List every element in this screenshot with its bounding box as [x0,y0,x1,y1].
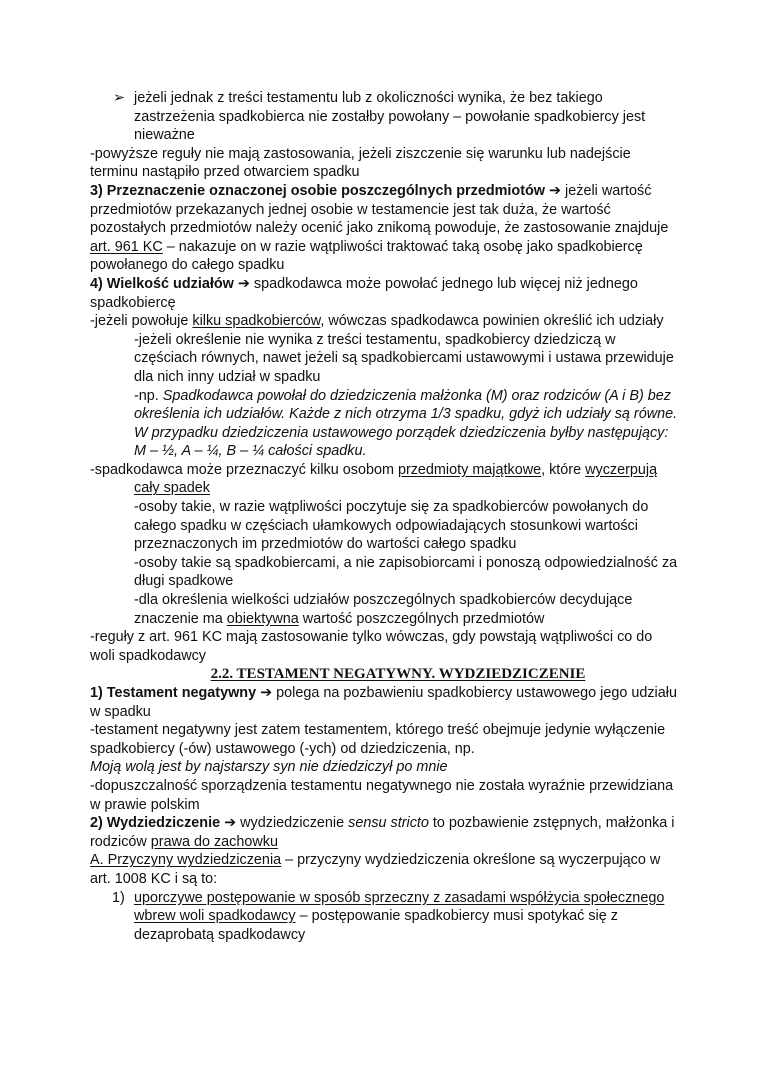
paragraph-liability: -osoby takie są spadkobiercami, a nie zapisobiorcami i ponoszą odpowiedzialność za długi spadkowe [134,554,678,590]
section-4-text: spadkodawca może powołać jednego lub więcej niż jednego spadkobiercę [90,275,638,311]
disinheritance-heading: 2) Wydziedziczenie [90,815,221,832]
item-number: 1) [112,889,125,906]
section-3-text-cont: – nakazuje on w razie wątpliwości traktować taką osobę jako spadkobiercę powołanego do całego spadku [90,238,643,274]
text-fragment: wartość poszczególnych przedmiotów [298,610,545,627]
text-fragment: -spadkodawca może przeznaczyć kilku osobom [90,461,398,478]
text-fragment: to pozbawienie zstępnych, małżonka i rodziców [90,815,675,850]
example-italic: Spadkodawca powołał do dziedziczenia małżonka (M) oraz rodziców (A i B) bez określenia ich udziałów. Każde z nich otrzyma 1/3 spadku, gdyż ich udziały są równe. W przypadku dziedziczenia ustawowego porządek dziedziczenia byłby następujący: M – ½, A – ¼, B – ¼ całości spadku. [134,387,678,460]
paragraph-negative-testament [90,684,680,721]
bullet-text: jeżeli jednak z treści testamentu lub z okoliczności wynika, że bez takiego zastrzeżenia spadkobierca nie zostałby powołany – powołanie spadkobiercy jest nieważne [134,90,646,144]
underlined-term: kilku spadkobierców [192,313,321,330]
document-page [90,89,680,944]
section-4-heading: 4) Wielkość udziałów [90,275,234,292]
text-fragment: , wówczas spadkodawca powinien określić ich udziały [320,313,664,330]
example-quote-italic: Moją wolą jest by najstarszy syn nie dziedziczył po mnie [90,759,448,776]
text-fragment: , które [541,461,586,478]
paragraph-example [90,387,680,461]
underlined-term: uporczywe postępowanie w sposób sprzeczny z zasadami współżycia społecznego wbrew woli spadkodawcy [134,889,665,925]
negative-testament-text: polega na pozbawieniu spadkobiercy ustawowego jego udziału w spadku [90,685,677,720]
arrow-bullet-icon: ➢ [113,90,126,106]
text-fragment: wydziedziczenie [236,815,349,832]
paragraph-fractional-parts: -osoby takie, w razie wątpliwości poczytuje się za spadkobierców powołanych do całego spadku w częściach ułamkowych odpowiadających stosunkowi wartości przeznaczonych im przedmiotów do wartości całego spadku [134,499,649,553]
bullet-paragraph [90,89,680,145]
paragraph-objective-value [90,591,680,628]
negative-testament-heading: 1) Testament negatywny [90,685,257,701]
section-heading: 2.2. TESTAMENT NEGATYWNY. WYDZIEDZICZENIE [210,666,586,683]
paragraph-several-heirs [90,312,680,331]
text-fragment: -jeżeli powołuje [90,313,193,330]
paragraph-negative-definition: -testament negatywny jest zatem testamentem, którego treść obejmuje jedynie wyłączenie spadkobiercy (-ów) ustawowego (-ych) od dziedziczenia, np. [90,722,666,757]
section-3-heading: 3) Przeznaczenie oznaczonej osobie poszczególnych przedmiotów [90,182,545,199]
paragraph-example-quote [90,758,680,777]
underlined-term: wyczerpują cały spadek [134,461,658,497]
paragraph-section-4 [90,275,680,312]
underlined-term: obiektywna [226,610,299,627]
art-961-link: art. 961 KC [90,238,163,255]
numbered-item-1 [90,889,680,945]
paragraph-admissibility: -dopuszczalność sporządzenia testamentu negatywnego nie została wyraźnie przewidziana w prawie polskim [90,777,674,813]
paragraph-causes [90,851,680,888]
paragraph-property-items [90,461,680,498]
text-fragment: -dla określenia wielkości udziałów poszczególnych spadkobierców decydujące znaczenie ma [134,592,633,627]
text-fragment: -np. [134,387,163,404]
underlined-term: prawa do zachowku [150,833,278,850]
paragraph-section-3 [90,182,680,275]
sensu-stricto-italic: sensu stricto [348,815,429,832]
text-fragment: – przyczyny wydziedziczenia określone są wyczerpująco w art. 1008 KC i są to: [90,852,661,887]
right-arrow-icon: ➔ [237,275,250,292]
paragraph-art-961-rules: -reguły z art. 961 KC mają zastosowanie tylko wówczas, gdy powstają wątpliwości co do woli spadkodawcy [90,629,653,664]
right-arrow-icon: ➔ [549,182,562,199]
right-arrow-icon: ➔ [224,815,237,832]
causes-subheading: A. Przyczyny wydziedziczenia [90,852,282,869]
text-fragment: – postępowanie spadkobiercy musi spotykać się z dezaprobatą spadkodawcy [134,908,618,943]
paragraph-disinheritance [90,814,680,851]
section-3-text: jeżeli wartość przedmiotów przekazanych jednej osobie w testamencie jest tak duża, że wartość pozostałych przedmiotów należy ocenić jako znikomą powoduje, że zastosowanie znajduje [90,182,669,237]
paragraph-rules-exception: -powyższe reguły nie mają zastosowania, jeżeli ziszczenie się warunku lub nadejście terminu nastąpiło przed otwarciem spadku [90,145,631,181]
paragraph-equal-shares: -jeżeli określenie nie wynika z treści testamentu, spadkobiercy dziedziczą w częściach równych, nawet jeżeli są spadkobiercami ustawowymi i ustawa przewiduje dla nich inny udział w spadku [134,331,674,385]
right-arrow-icon: ➔ [260,685,273,701]
underlined-term: przedmioty majątkowe [397,461,542,478]
